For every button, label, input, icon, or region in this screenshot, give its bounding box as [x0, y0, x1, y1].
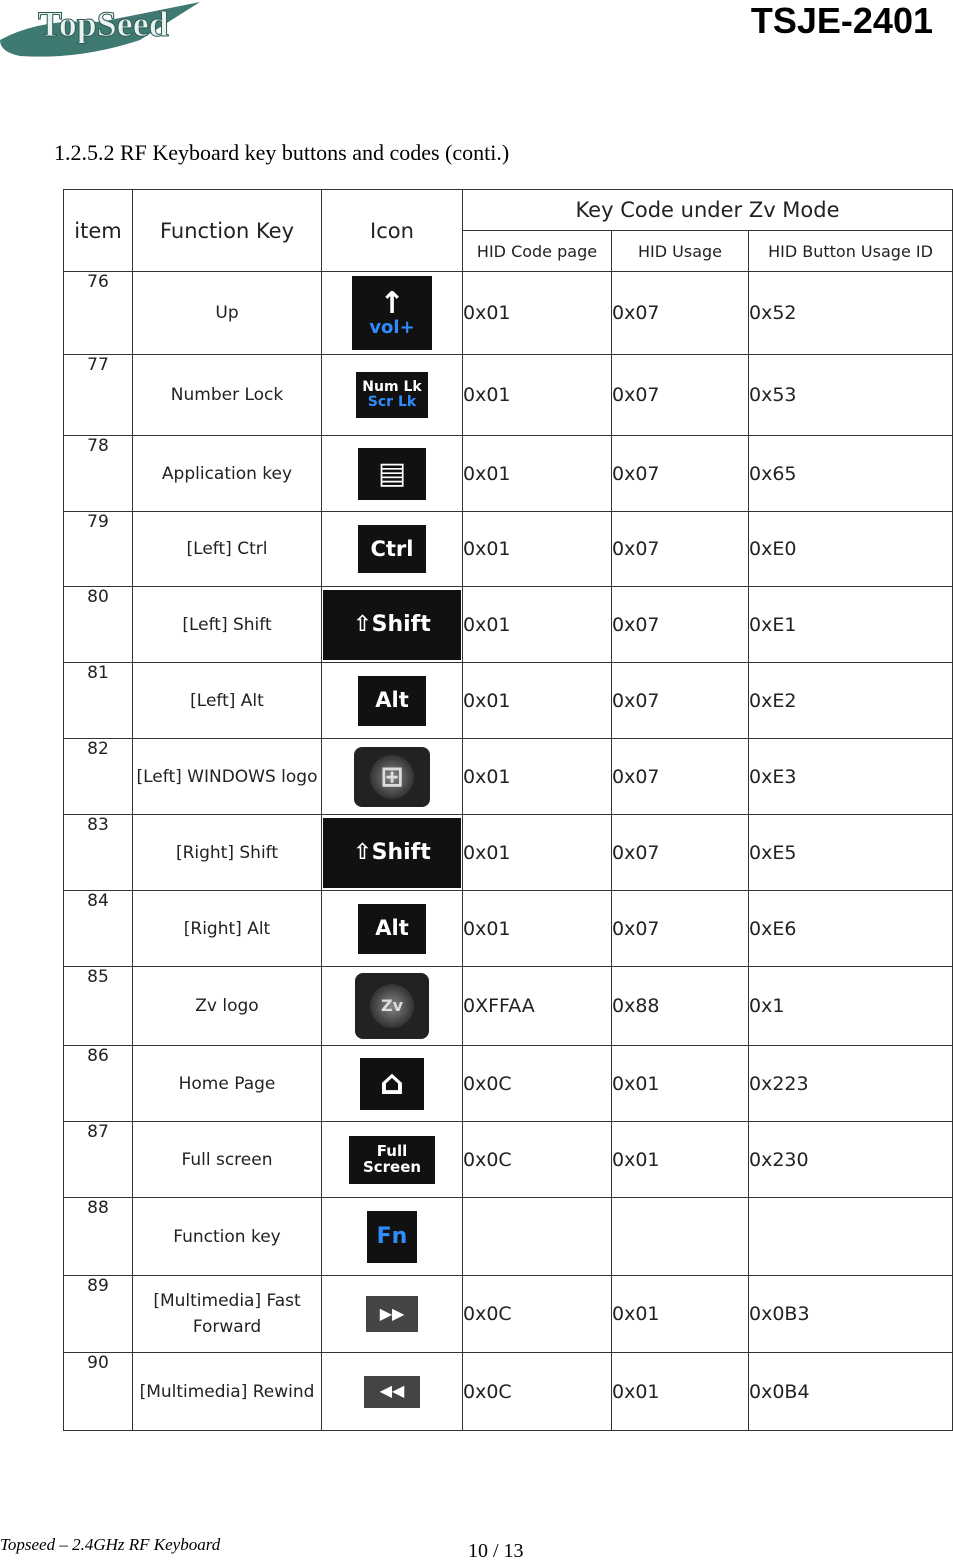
- row-function-key: Number Lock: [133, 355, 322, 436]
- home-icon: [360, 1058, 424, 1110]
- row-usage-id: 0x65: [749, 436, 953, 512]
- row-function-key: [Right] Shift: [133, 815, 322, 891]
- row-function-key: Full screen: [133, 1122, 322, 1198]
- row-code-page: [463, 1198, 612, 1276]
- zv-logo-icon: [355, 973, 429, 1039]
- row-item-number: 82: [64, 739, 133, 815]
- table-row: [64, 663, 953, 739]
- table-row: [64, 891, 953, 967]
- icon-glyph: ↑: [379, 285, 405, 321]
- full-screen-icon: [349, 1136, 435, 1184]
- row-usage: 0x01: [612, 1046, 749, 1122]
- row-function-key: [Left] Alt: [133, 663, 322, 739]
- windows-logo-icon: [354, 747, 430, 807]
- row-icon-cell: [322, 663, 463, 739]
- icon-glyph: ▶▶: [379, 1303, 405, 1323]
- row-usage: 0x07: [612, 436, 749, 512]
- icon-glyph: Screen: [362, 1157, 422, 1176]
- icon-glyph: ◀◀: [379, 1381, 405, 1401]
- num-lock-icon: [356, 372, 428, 418]
- row-function-key: [Right] Alt: [133, 891, 322, 967]
- row-usage: 0x01: [612, 1276, 749, 1353]
- table-row: [64, 1276, 953, 1353]
- row-usage-id: 0xE3: [749, 739, 953, 815]
- table-row: [64, 1198, 953, 1276]
- row-usage-id: 0x230: [749, 1122, 953, 1198]
- row-code-page: 0x01: [463, 512, 612, 587]
- row-code-page: 0x0C: [463, 1046, 612, 1122]
- row-code-page: 0x0C: [463, 1122, 612, 1198]
- table-row: [64, 587, 953, 663]
- row-usage: 0x07: [612, 815, 749, 891]
- row-icon-cell: [322, 891, 463, 967]
- row-usage: 0x88: [612, 967, 749, 1046]
- row-item-number: 79: [64, 512, 133, 587]
- row-usage-id: 0xE1: [749, 587, 953, 663]
- row-icon-cell: [322, 1353, 463, 1431]
- icon-glyph: Fn: [376, 1223, 408, 1249]
- table-row: [64, 512, 953, 587]
- icon-glyph: Zv: [370, 984, 414, 1028]
- row-icon-cell: [322, 815, 463, 891]
- icon-glyph: Full: [376, 1141, 408, 1160]
- shift-key-icon: [323, 818, 461, 888]
- row-function-key: [Left] Shift: [133, 587, 322, 663]
- row-code-page: 0x01: [463, 436, 612, 512]
- row-item-number: 84: [64, 891, 133, 967]
- row-icon-cell: [322, 1122, 463, 1198]
- table-row: [64, 1046, 953, 1122]
- row-code-page: 0x0C: [463, 1276, 612, 1353]
- icon-glyph: ▤: [377, 455, 407, 491]
- row-item-number: 80: [64, 587, 133, 663]
- row-code-page: 0x0C: [463, 1353, 612, 1431]
- footer-page-number: 10 / 13: [468, 1540, 524, 1562]
- table-row: [64, 739, 953, 815]
- header-key-code-group: Key Code under Zv Mode: [463, 190, 953, 231]
- row-icon-cell: [322, 739, 463, 815]
- rewind-icon: [364, 1376, 420, 1408]
- up-vol-plus-icon: [352, 276, 432, 350]
- row-function-key: [Multimedia] Fast Forward: [133, 1276, 322, 1353]
- row-code-page: 0x01: [463, 739, 612, 815]
- table-row: [64, 1353, 953, 1431]
- row-function-key: [Multimedia] Rewind: [133, 1353, 322, 1431]
- row-function-key: [Left] Ctrl: [133, 512, 322, 587]
- application-key-icon: [358, 448, 426, 500]
- fn-key-icon: [367, 1211, 417, 1263]
- row-icon-cell: [322, 1276, 463, 1353]
- icon-glyph: ⌂: [379, 1062, 405, 1103]
- header-code-page: HID Code page: [463, 231, 612, 272]
- row-usage: 0x07: [612, 891, 749, 967]
- row-usage-id: 0xE6: [749, 891, 953, 967]
- header-function-key: Function Key: [133, 190, 322, 272]
- icon-glyph: Num Lk: [362, 379, 422, 396]
- row-icon-cell: [322, 436, 463, 512]
- row-item-number: 87: [64, 1122, 133, 1198]
- row-usage-id: 0x1: [749, 967, 953, 1046]
- row-item-number: 90: [64, 1353, 133, 1431]
- row-usage-id: 0x0B4: [749, 1353, 953, 1431]
- row-code-page: 0x01: [463, 815, 612, 891]
- row-function-key: Zv logo: [133, 967, 322, 1046]
- table-row: [64, 355, 953, 436]
- row-item-number: 89: [64, 1276, 133, 1353]
- icon-glyph: Alt: [375, 916, 409, 941]
- row-usage-id: 0x0B3: [749, 1276, 953, 1353]
- row-function-key: Home Page: [133, 1046, 322, 1122]
- row-icon-cell: [322, 272, 463, 355]
- header-button-usage-id: HID Button Usage ID: [749, 231, 953, 272]
- topseed-logo-text: TopSeed: [38, 4, 169, 44]
- row-usage: 0x07: [612, 587, 749, 663]
- topseed-logo: [0, 0, 205, 60]
- row-icon-cell: [322, 355, 463, 436]
- icon-glyph: ⇧Shift: [353, 839, 431, 865]
- shift-key-icon: [323, 590, 461, 660]
- row-code-page: 0x01: [463, 355, 612, 436]
- row-usage: 0x07: [612, 739, 749, 815]
- row-item-number: 83: [64, 815, 133, 891]
- row-usage-id: [749, 1198, 953, 1276]
- header-usage: HID Usage: [612, 231, 749, 272]
- row-usage-id: 0xE5: [749, 815, 953, 891]
- row-code-page: 0x01: [463, 663, 612, 739]
- header-item: item: [64, 190, 133, 272]
- document-id: TSJE-2401: [750, 0, 933, 41]
- header-icon: Icon: [322, 190, 463, 272]
- row-function-key: Up: [133, 272, 322, 355]
- row-code-page: 0XFFAA: [463, 967, 612, 1046]
- row-usage: 0x01: [612, 1353, 749, 1431]
- icon-glyph: ⊞: [370, 755, 414, 799]
- row-usage: 0x01: [612, 1122, 749, 1198]
- row-function-key: Function key: [133, 1198, 322, 1276]
- section-title: 1.2.5.2 RF Keyboard key buttons and codes (conti.): [54, 140, 510, 165]
- fast-forward-icon: [366, 1296, 418, 1332]
- footer-product: Topseed – 2.4GHz RF Keyboard: [0, 1535, 221, 1554]
- row-icon-cell: [322, 967, 463, 1046]
- row-usage-id: 0x53: [749, 355, 953, 436]
- ctrl-key-icon: [358, 525, 426, 573]
- icon-glyph: Ctrl: [370, 536, 414, 561]
- row-usage: 0x07: [612, 663, 749, 739]
- row-item-number: 78: [64, 436, 133, 512]
- row-item-number: 86: [64, 1046, 133, 1122]
- alt-key-icon: [358, 904, 426, 954]
- table-row: [64, 967, 953, 1046]
- row-icon-cell: [322, 587, 463, 663]
- row-icon-cell: [322, 512, 463, 587]
- row-icon-cell: [322, 1046, 463, 1122]
- row-usage-id: 0xE0: [749, 512, 953, 587]
- row-item-number: 81: [64, 663, 133, 739]
- row-function-key: [Left] WINDOWS logo: [133, 739, 322, 815]
- row-usage: 0x07: [612, 355, 749, 436]
- row-usage-id: 0xE2: [749, 663, 953, 739]
- row-item-number: 77: [64, 355, 133, 436]
- row-usage-id: 0x223: [749, 1046, 953, 1122]
- row-code-page: 0x01: [463, 891, 612, 967]
- row-item-number: 85: [64, 967, 133, 1046]
- table-row: [64, 436, 953, 512]
- icon-glyph: vol+: [369, 317, 415, 339]
- table-row: [64, 815, 953, 891]
- row-item-number: 88: [64, 1198, 133, 1276]
- table-row: [64, 272, 953, 355]
- key-code-table: [63, 189, 953, 1431]
- table-row: [64, 1122, 953, 1198]
- icon-glyph: Alt: [375, 688, 409, 713]
- row-code-page: 0x01: [463, 272, 612, 355]
- icon-glyph: ⇧Shift: [353, 611, 431, 637]
- row-usage: 0x07: [612, 512, 749, 587]
- row-function-key: Application key: [133, 436, 322, 512]
- row-icon-cell: [322, 1198, 463, 1276]
- row-usage: 0x07: [612, 272, 749, 355]
- row-usage: [612, 1198, 749, 1276]
- row-code-page: 0x01: [463, 587, 612, 663]
- row-item-number: 76: [64, 272, 133, 355]
- alt-key-icon: [358, 676, 426, 726]
- row-usage-id: 0x52: [749, 272, 953, 355]
- icon-glyph: Scr Lk: [367, 394, 417, 410]
